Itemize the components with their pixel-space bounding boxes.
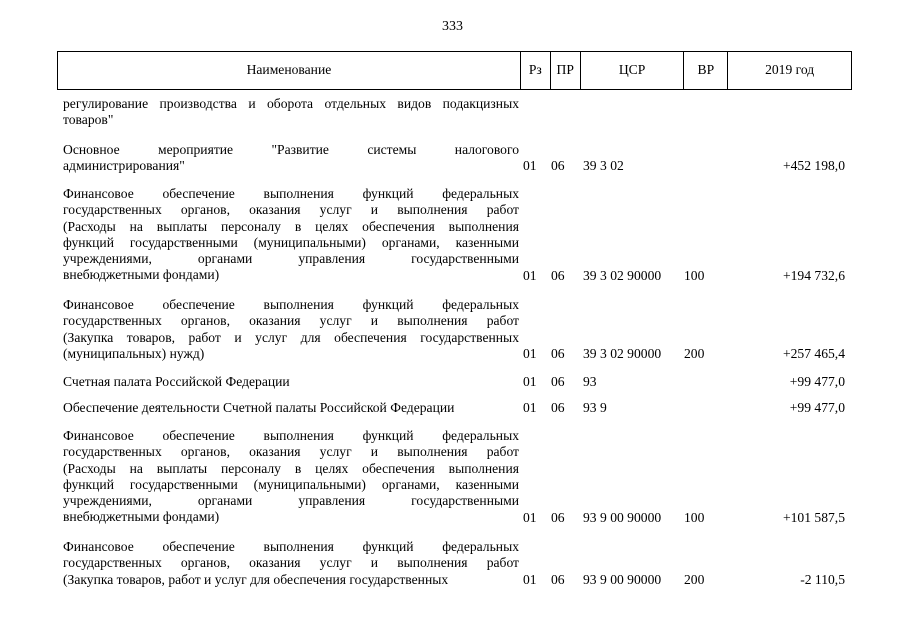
row-name-line: (Расходы на выплаты персоналу в целях обеспечения выполнения — [63, 218, 519, 234]
row-name-line: государственных органов, оказания услуг и выполнения работ — [63, 313, 519, 329]
column-header-csr: ЦСР — [581, 52, 685, 89]
table-header — [57, 51, 852, 90]
row-name — [63, 400, 519, 416]
row-name-line: Основное мероприятие "Развитие системы налогового — [63, 142, 519, 157]
row-name-line: учреждениями, органами управления государственными — [63, 493, 519, 509]
row-name-line: (Расходы на выплаты персоналу в целях обеспечения выполнения — [63, 460, 519, 476]
row-rz: 01 — [523, 345, 537, 361]
row-name — [63, 374, 519, 390]
row-csr: 39 3 02 90000 — [583, 267, 662, 283]
row-name-line: (Закупка товаров, работ и услуг для обеспечения государственных — [63, 571, 449, 587]
row-name-line: Финансовое обеспечение выполнения функций федеральных — [63, 186, 519, 201]
row-vr: 200 — [684, 571, 705, 587]
row-rz: 01 — [523, 158, 537, 174]
row-rz: 01 — [523, 571, 537, 587]
row-name-line: внебюджетными фондами) — [63, 267, 220, 283]
row-name-line: Финансовое обеспечение выполнения функций федеральных — [63, 297, 519, 312]
row-csr: 93 — [583, 374, 597, 389]
row-pr: 06 — [551, 345, 565, 361]
page-number: 333 — [442, 19, 463, 34]
column-header-rz: Рз — [521, 52, 551, 89]
row-name-line: государственных органов, оказания услуг и выполнения работ — [63, 202, 519, 218]
row-amount: -2 110,5 — [800, 571, 845, 587]
row-csr: 93 9 00 90000 — [583, 509, 662, 525]
row-amount: +99 477,0 — [789, 374, 845, 389]
row-pr: 06 — [551, 509, 565, 525]
column-header-name: Наименование — [58, 52, 521, 89]
row-name-line: функций государственными (муниципальными) органами, казенными — [63, 476, 519, 492]
row-name-line: внебюджетными фондами) — [63, 509, 220, 525]
row-vr: 100 — [684, 267, 705, 283]
row-name-line: учреждениями, органами управления государственными — [63, 251, 519, 267]
row-name — [63, 96, 519, 129]
row-csr: 93 9 00 90000 — [583, 571, 662, 587]
row-name-line: (Закупка товаров, работ и услуг для обеспечения государственных — [63, 329, 519, 345]
row-csr: 39 3 02 — [583, 158, 624, 174]
row-name — [63, 142, 519, 175]
row-amount: +257 465,4 — [782, 345, 845, 361]
row-amount: +101 587,5 — [782, 509, 845, 525]
row-pr: 06 — [551, 267, 565, 283]
row-csr: 93 9 — [583, 400, 607, 415]
row-amount: +452 198,0 — [782, 158, 845, 174]
row-pr: 06 — [551, 400, 565, 415]
row-pr: 06 — [551, 374, 565, 389]
row-name-line: товаров" — [63, 112, 114, 128]
row-name-line: Обеспечение деятельности Счетной палаты Российской Федерации — [63, 400, 455, 415]
row-name-line: регулирование производства и оборота отдельных видов подакцизных — [63, 96, 519, 111]
row-name-line: Финансовое обеспечение выполнения функций федеральных — [63, 539, 519, 554]
row-amount: +99 477,0 — [789, 400, 845, 415]
row-name-line: Счетная палата Российской Федерации — [63, 374, 290, 389]
column-header-pr: ПР — [551, 52, 581, 89]
row-name-line: государственных органов, оказания услуг и выполнения работ — [63, 444, 519, 460]
row-csr: 39 3 02 90000 — [583, 345, 662, 361]
row-name — [63, 186, 519, 284]
row-vr: 100 — [684, 509, 705, 525]
row-pr: 06 — [551, 158, 565, 174]
row-name-line: Финансовое обеспечение выполнения функций федеральных — [63, 428, 519, 443]
row-rz: 01 — [523, 267, 537, 283]
row-name-line: функций государственными (муниципальными) органами, казенными — [63, 234, 519, 250]
row-name-line: государственных органов, оказания услуг и выполнения работ — [63, 555, 519, 571]
row-name — [63, 428, 519, 526]
row-name — [63, 297, 519, 362]
column-header-vr: ВР — [684, 52, 728, 89]
row-rz: 01 — [523, 509, 537, 525]
row-rz: 01 — [523, 400, 537, 415]
row-pr: 06 — [551, 571, 565, 587]
row-amount: +194 732,6 — [782, 267, 845, 283]
row-vr: 200 — [684, 345, 705, 361]
column-header-year: 2019 год — [765, 62, 815, 78]
row-name — [63, 539, 519, 588]
row-name-line: администрирования" — [63, 158, 185, 174]
row-rz: 01 — [523, 374, 537, 389]
row-name-line: (муниципальных) нужд) — [63, 345, 205, 361]
